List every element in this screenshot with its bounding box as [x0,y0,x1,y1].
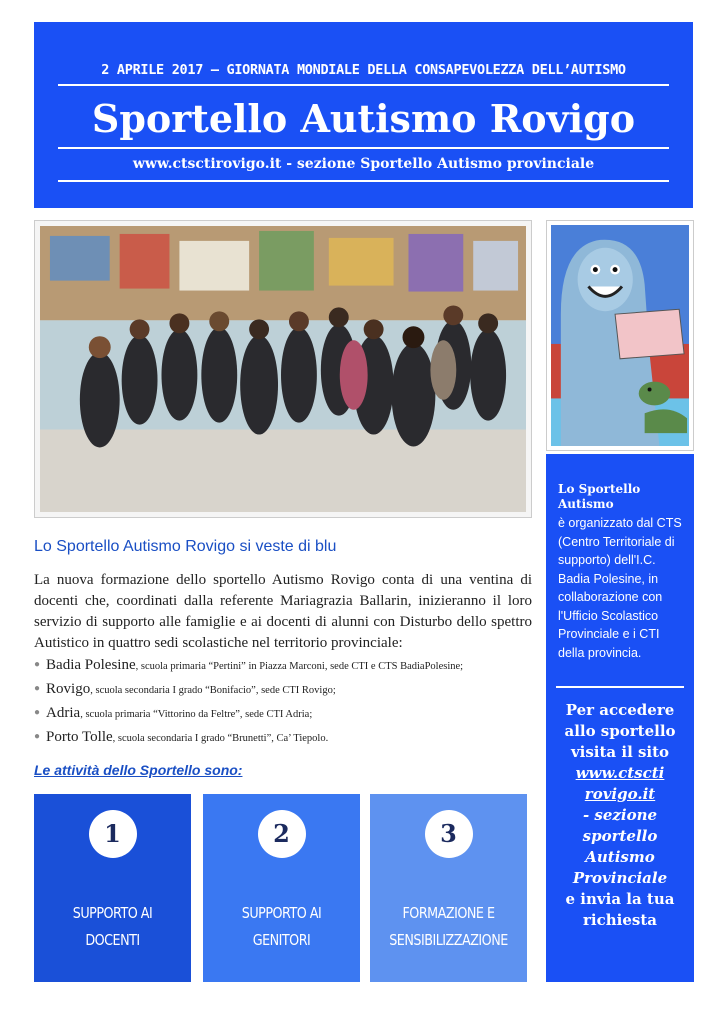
sidebar-info-box [546,454,694,982]
card-number: 3 [425,810,473,858]
card-label [385,900,512,954]
header-rule-bottom [58,180,669,182]
sidebar-box-title: Lo Sportello Autismo [558,482,641,511]
list-item [34,726,534,750]
intro-paragraph: La nuova formazione dello sportello Autismo Rovigo conta di una ventina di docenti che, coordinati dalla referente Mariagrazia Ballarin, inizieranno il loro servizio di supporto alle famiglie e ai docenti di alunni con Disturbo dello spettro Autistico in quattro sedi scolastiche nel territorio provinciale: [34,572,532,651]
activities-heading: Le attività dello Sportello sono: [34,762,243,778]
cta-outro: e invia la tua richiesta [565,890,675,929]
location-place: Rovigo [46,681,91,697]
activity-card-parents [203,794,360,982]
card-number: 2 [258,810,306,858]
header-rule-middle [58,147,669,149]
sidebar-divider [556,686,684,688]
bullet-icon: ● [34,731,41,742]
group-photo [34,220,532,518]
date-line: 2 APRILE 2017 – GIORNATA MONDIALE DELLA CONSAPEVOLEZZA DELL’AUTISMO [101,62,626,78]
card-label [49,900,176,954]
card-label-line1: SUPPORTO AI [241,904,322,922]
location-place: Badia Polesine [46,657,136,673]
card-label-line2: GENITORI [252,931,311,949]
page-title: Sportello Autismo Rovigo [91,96,636,141]
card-label-line2: SENSIBILIZZAZIONE [389,931,508,949]
bullet-icon: ● [34,659,41,670]
cta-website-link[interactable]: www.ctscti rovigo.it [575,764,665,803]
list-item [34,654,534,678]
card-label-line1: FORMAZIONE E [402,904,495,922]
bullet-icon: ● [34,683,41,694]
bullet-icon: ● [34,707,41,718]
activity-card-training [370,794,527,982]
header-banner [34,22,693,208]
card-label-line1: SUPPORTO AI [72,904,153,922]
location-detail: , scuola secondaria I grado “Bonifacio”, sede CTI Rovigo; [90,685,336,696]
header-rule-top [58,84,669,86]
cta-intro: Per accedere allo sportello visita il sito [564,701,676,761]
cartoon-image [551,225,689,446]
section-title: Lo Sportello Autismo Rovigo si veste di blu [34,538,337,555]
location-detail: , scuola secondaria I grado “Brunetti”, Ca’ Tiepolo. [112,733,329,744]
cartoon-illustration [546,220,694,451]
list-item [34,702,534,726]
location-place: Adria [46,705,81,721]
location-place: Porto Tolle [46,729,113,745]
group-photo-image [40,226,526,512]
location-detail: , scuola primaria “Vittorino da Feltre”, sede CTI Adria; [80,709,313,720]
card-label-line2: DOCENTI [85,931,140,949]
cta-section: - sezione sportello Autismo Provinciale [572,806,668,887]
sidebar-cta [552,700,688,931]
location-detail: , scuola primaria “Pertini” in Piazza Marconi, sede CTI e CTS BadiaPolesine; [135,661,464,672]
card-label [218,900,345,954]
card-number: 1 [89,810,137,858]
locations-list [34,654,534,750]
activity-card-teachers [34,794,191,982]
header-subtitle: www.ctsctirovigo.it - sezione Sportello Autismo provinciale [132,156,595,172]
sidebar-box-text: è organizzato dal CTS (Centro Territoriale di supporto) dell'I.C. Badia Polesine, in collaborazione con l'Ufficio Scolastico Provinciale e i CTI della provincia. [558,516,682,660]
list-item [34,678,534,702]
